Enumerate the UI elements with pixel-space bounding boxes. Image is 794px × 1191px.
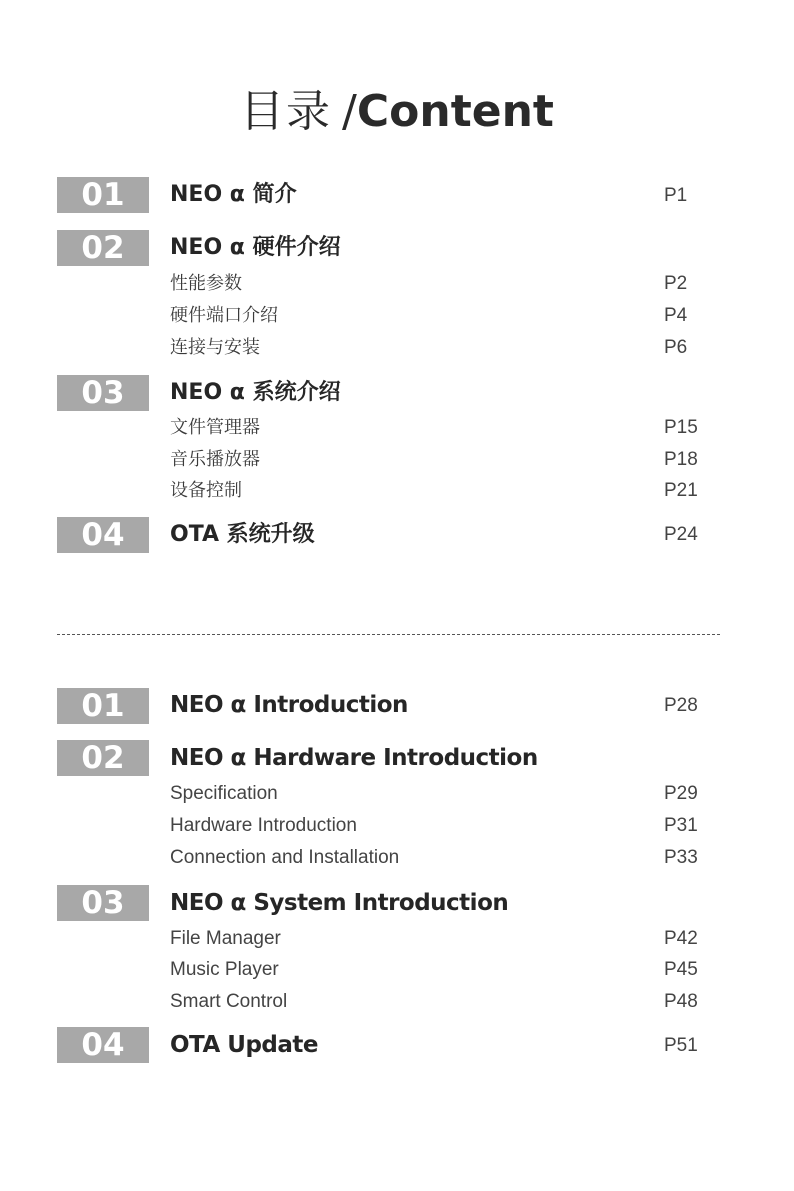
- toc-item-page: P18: [664, 449, 698, 470]
- section-page-number: P51: [664, 1035, 698, 1056]
- toc-item-page: P15: [664, 417, 698, 438]
- toc-item-label[interactable]: Connection and Installation: [170, 847, 400, 868]
- section-page-number: P24: [664, 524, 698, 545]
- toc-item-label[interactable]: 连接与安装: [170, 337, 260, 358]
- toc-item-label[interactable]: File Manager: [170, 928, 281, 949]
- section-heading[interactable]: OTA 系统升级: [170, 522, 315, 547]
- section-number-badge: 01: [57, 688, 149, 724]
- section-number-badge: 03: [57, 885, 149, 921]
- toc-item-label[interactable]: Smart Control: [170, 991, 288, 1012]
- section-number-badge: 02: [57, 230, 149, 266]
- section-heading[interactable]: OTA Update: [170, 1032, 318, 1058]
- toc-item-page: P29: [664, 783, 698, 804]
- title-separator: /: [342, 86, 357, 137]
- toc-item-page: P45: [664, 959, 698, 980]
- section-heading[interactable]: NEO α Introduction: [170, 692, 408, 718]
- section-number-badge: 01: [57, 177, 149, 213]
- toc-item-label[interactable]: 性能参数: [170, 273, 242, 294]
- section-divider: [57, 634, 720, 635]
- section-heading[interactable]: NEO α System Introduction: [170, 890, 509, 916]
- page-title: [0, 82, 794, 142]
- section-number-badge: 04: [57, 1027, 149, 1063]
- toc-item-page: P33: [664, 847, 698, 868]
- toc-item-label[interactable]: 硬件端口介绍: [170, 305, 278, 326]
- section-heading[interactable]: NEO α 系统介绍: [170, 380, 341, 405]
- toc-item-label[interactable]: Hardware Introduction: [170, 815, 357, 836]
- toc-item-page: P42: [664, 928, 698, 949]
- section-page-number: P1: [664, 185, 688, 206]
- section-number-badge: 04: [57, 517, 149, 553]
- toc-item-label[interactable]: 设备控制: [170, 480, 242, 501]
- toc-item-label[interactable]: Music Player: [170, 959, 279, 980]
- section-page-number: P28: [664, 695, 698, 716]
- section-heading[interactable]: NEO α Hardware Introduction: [170, 745, 538, 771]
- toc-item-page: P4: [664, 305, 688, 326]
- section-heading[interactable]: NEO α 简介: [170, 182, 297, 207]
- toc-item-page: P31: [664, 815, 698, 836]
- toc-item-label[interactable]: Specification: [170, 783, 278, 804]
- section-number-badge: 03: [57, 375, 149, 411]
- section-number-badge: 02: [57, 740, 149, 776]
- toc-item-label[interactable]: 文件管理器: [170, 417, 260, 438]
- title-english: Content: [356, 86, 554, 137]
- toc-item-label[interactable]: 音乐播放器: [170, 449, 260, 470]
- section-heading[interactable]: NEO α 硬件介绍: [170, 235, 341, 260]
- toc-item-page: P21: [664, 480, 698, 501]
- title-chinese: 目录: [240, 86, 333, 137]
- toc-item-page: P48: [664, 991, 698, 1012]
- toc-item-page: P2: [664, 273, 688, 294]
- toc-item-page: P6: [664, 337, 688, 358]
